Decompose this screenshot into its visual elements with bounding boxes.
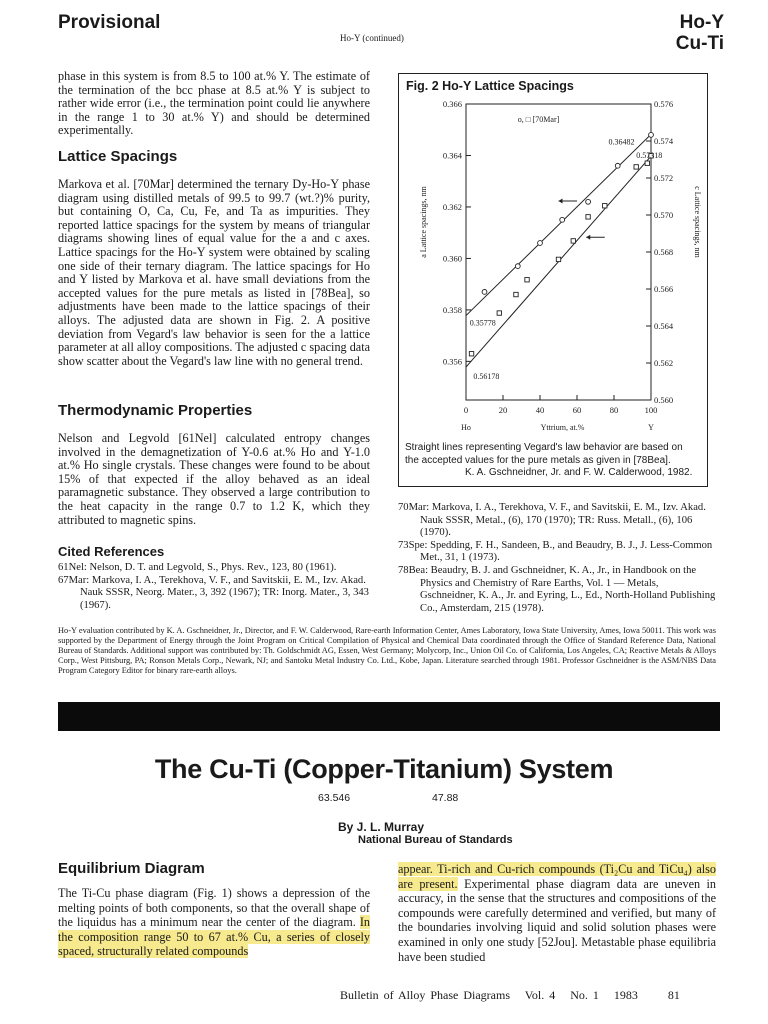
lattice-heading: Lattice Spacings: [58, 148, 178, 165]
atomic-weight-cu: 63.546: [318, 792, 351, 804]
figure-title: Fig. 2 Ho-Y Lattice Spacings: [406, 79, 574, 93]
y-left-tick-label: 0.360: [442, 253, 462, 264]
equilibrium-left-text: The Ti-Cu phase diagram (Fig. 1) shows a depression of the melting points of both components, so that the overall shape of the liquidus has a minimum near the center of the diagram.: [58, 886, 370, 930]
y-left-tick-label: 0.364: [442, 150, 462, 161]
data-point-a: [586, 199, 591, 204]
x-end-label-y: Y: [648, 423, 654, 432]
highlighted-text: In the composition range 50 to 67 at.% Cu, a series of closely spaced, structurally related compounds: [58, 915, 370, 959]
x-axis-label: Yttrium, at.%: [540, 423, 585, 432]
cited-left-list: [58, 562, 370, 612]
header-running-title: Ho-Y (continued): [340, 33, 404, 43]
equilibrium-right-text: Experimental phase diagram data are uneven in accuracy, in the sense that the structures and compositions of the compounds were carefully determined and verified, but many of the boundaries involving liquid and solid solution phases were examined in only one study [52Jou]. Metastable phase equilibria have been studied: [398, 876, 717, 964]
y-right-tick-label: 0.562: [654, 358, 674, 368]
y-right-tick-label: 0.566: [654, 284, 674, 294]
x-tick-label: 80: [609, 405, 619, 415]
reference-item: 67Mar: Markova, I. A., Terekhova, V. F., and Savitskii, E. M., Izv. Akad. Nauk SSSR, Neorg. Mater., 3, 392 (1967); TR: Inorg. Mater., 3, 343 (1967).: [58, 574, 369, 611]
arrow-head-1: [559, 198, 563, 203]
annotation-a-y: 0.36482: [608, 137, 635, 147]
arrow-head-2: [586, 235, 590, 240]
x-tick-label: 60: [572, 405, 582, 415]
data-point-c: [571, 239, 575, 243]
y-right-tick-label: 0.572: [654, 173, 674, 183]
data-point-c: [556, 257, 560, 261]
data-point-c: [634, 165, 638, 169]
highlighted-text: appear. Ti-rich and Cu-rich compounds (Ti₂Cu and TiCu₄) also are present.: [398, 862, 716, 891]
y-right-tick-label: 0.570: [654, 210, 674, 220]
data-point-c: [586, 215, 590, 219]
data-point-a: [649, 132, 654, 137]
cuti-author: By J. L. Murray: [338, 820, 425, 834]
plot-frame: [466, 104, 651, 400]
data-point-c: [497, 311, 501, 315]
thermo-heading: Thermodynamic Properties: [58, 402, 253, 419]
data-point-c: [645, 161, 649, 165]
vegard-line: [466, 134, 651, 315]
y-right-tick-label: 0.568: [654, 247, 674, 257]
footer-volume: Vol. 4: [524, 988, 556, 1002]
header-system-codes: [676, 12, 724, 54]
reference-item: 61Nel: Nelson, D. T. and Legvold, S., Phys. Rev., 123, 80 (1961).: [58, 562, 337, 573]
equilibrium-heading: Equilibrium Diagram: [58, 860, 205, 877]
footer-journal: Bulletin of Alloy Phase Diagrams: [340, 988, 510, 1002]
cited-right-list: [398, 502, 716, 615]
lattice-spacing-chart: [399, 74, 707, 486]
figure-credit: K. A. Gschneidner, Jr. and F. W. Calderwood, 1982.: [465, 467, 693, 479]
footer-page-number: 81: [667, 988, 680, 1002]
reference-item: 73Spe: Spedding, F. H., Sandeen, B., and Beaudry, B. J., J. Less-Common Met., 31, 1 (1973).: [398, 539, 713, 564]
reference-item: 78Bea: Beaudry, B. J. and Gschneidner, K. A., Jr., in Handbook on the Physics and Chemistry of Rare Earths, Vol. 1 — Metals, Gschneidner, K. A., Jr. and Eyring, L., Ed., North-Holland Publishing Co., Amsterdam, 215 (1978).: [398, 564, 716, 614]
evaluation-note: Ho-Y evaluation contributed by K. A. Gschneidner, Jr., Director, and F. W. Calderwood, Rare-earth Information Center, Ames Laboratory, Iowa State University, Ames, Iowa 50011. This work was supported by the Department of Energy through the Joint Program on Critical Compilation of Physical and Chemical Data coordinated through the Office of Standard Reference Data, National Bureau of Standards. Additional support was contributed by: Th. Goldschmidt AG, Essen, West Germany; Molycorp, Inc., Union Oil Co. of California, Los Angeles, CA; Reactive Metals & Alloys Corp., West Pittsburg, PA; Ronson Metals Corp., Newark, NJ; and Santoku Metal Industry Co. Ltd., Kobe, Japan. Literature searched through 1981. Professor Gschneidner is the ASM/NBS Data Program Category Editor for binary rare-earth alloys.: [58, 626, 716, 675]
y-right-tick-label: 0.576: [654, 99, 674, 109]
header-code-hoy: Ho-Y: [679, 12, 724, 33]
x-tick-label: 100: [644, 405, 658, 415]
y-left-axis-label: a Lattice spacings, nm: [419, 186, 428, 258]
data-point-a: [560, 217, 565, 222]
data-point-c: [525, 278, 529, 282]
y-left-tick-label: 0.356: [442, 356, 462, 367]
header-provisional: Provisional: [58, 12, 161, 33]
lattice-paragraph: Markova et al. [70Mar] determined the ternary Dy-Ho-Y phase diagram using distilled metals of 99.5 to 99.7 (wt.?)% purity, but containing O, Ca, Cu, Fe, and Ta as impurities. They reported lattice spacings for the system by means of triangular diagrams showing lines of equal value for the a and c axes. Lattice spacings for the Ho-Y system were obtained by scaling one side of their ternary diagram. The lattice spacings for Ho and Y listed by Markova et al. have small deviations from the accepted values for the pure metals as listed in [78Bea], so adjustments have been made to the lattice spacings of their alloys. The adjusted data are shown in Fig. 2. A positive deviation from Vegard's law behavior is seen for the a lattice parameter at all alloy compositions. The adjusted c spacing data show scatter about the Vegard's law line with no general trend.: [58, 177, 370, 368]
y-right-tick-label: 0.560: [654, 395, 674, 405]
cuti-affiliation: National Bureau of Standards: [358, 834, 513, 846]
equilibrium-left-paragraph: [58, 886, 370, 959]
data-point-a: [515, 264, 520, 269]
data-point-c: [469, 352, 473, 356]
cited-heading: Cited References: [58, 544, 165, 559]
chart-legend: o, □ [70Mar]: [517, 115, 560, 124]
data-point-a: [615, 163, 620, 168]
data-point-a: [482, 289, 487, 294]
y-left-tick-label: 0.366: [442, 99, 462, 109]
x-end-label-ho: Ho: [461, 423, 471, 432]
cuti-title: The Cu-Ti (Copper-Titanium) System: [154, 754, 614, 784]
caption-line-1: Straight lines representing Vegard's law behavior are based on: [405, 442, 683, 453]
x-tick-label: 0: [463, 405, 469, 415]
figure-2-box: [398, 73, 708, 487]
equilibrium-right-paragraph: [398, 862, 716, 964]
footer-number: No. 1: [570, 988, 599, 1002]
footer-year: 1983: [613, 988, 638, 1002]
caption-line-2: the accepted values for the pure metals as given in [78Bea].: [405, 454, 671, 466]
annotation-c-y: 0.57318: [636, 151, 663, 161]
y-left-tick-label: 0.358: [442, 304, 462, 315]
atomic-weight-ti: 47.88: [432, 792, 459, 804]
data-point-c: [514, 292, 518, 296]
annotation-a-ho: 0.35778: [469, 318, 496, 328]
data-point-a: [538, 241, 543, 246]
page-footer: [340, 988, 680, 1003]
y-right-tick-label: 0.574: [654, 136, 674, 146]
figure-caption: [405, 442, 703, 480]
annotation-c-ho: 0.56178: [473, 372, 500, 382]
thermo-paragraph: Nelson and Legvold [61Nel] calculated entropy changes involved in the demagnetization of Y-0.6 at.% Ho and Y-1.0 at.% Ho single crystals. These changes were found to be about 15% of that expected if the alloy behaved as an ideal paramagnetic substance. They observed a large contribution to the heat capacity in the range 0.7 to 1.2 K, which they attributed to magnetic spins.: [58, 431, 370, 527]
y-left-tick-label: 0.362: [442, 201, 462, 212]
x-tick-label: 40: [535, 405, 545, 415]
y-right-tick-label: 0.564: [654, 321, 674, 331]
section-separator-bar: [58, 702, 720, 731]
intro-paragraph: phase in this system is from 8.5 to 100 at.% Y. The estimate of the termination of the bcc phase at 8.5 at.% Y is subject to rather wide error (i.e., the termination point could lie anywhere in the range 1 to 30 at.% Y) and should be determined experimentally.: [58, 69, 370, 138]
reference-item: 70Mar: Markova, I. A., Terekhova, V. F., and Savitskii, E. M., Izv. Akad. Nauk SSSR, Metal., (6), 170 (1970); TR: Russ. Metall., (6), 106 (1970).: [398, 502, 706, 539]
y-right-axis-label: c Lattice spacings, nm: [693, 186, 702, 258]
x-tick-label: 20: [498, 405, 508, 415]
data-point-c: [603, 204, 607, 208]
header-code-cuti: Cu-Ti: [675, 33, 724, 54]
